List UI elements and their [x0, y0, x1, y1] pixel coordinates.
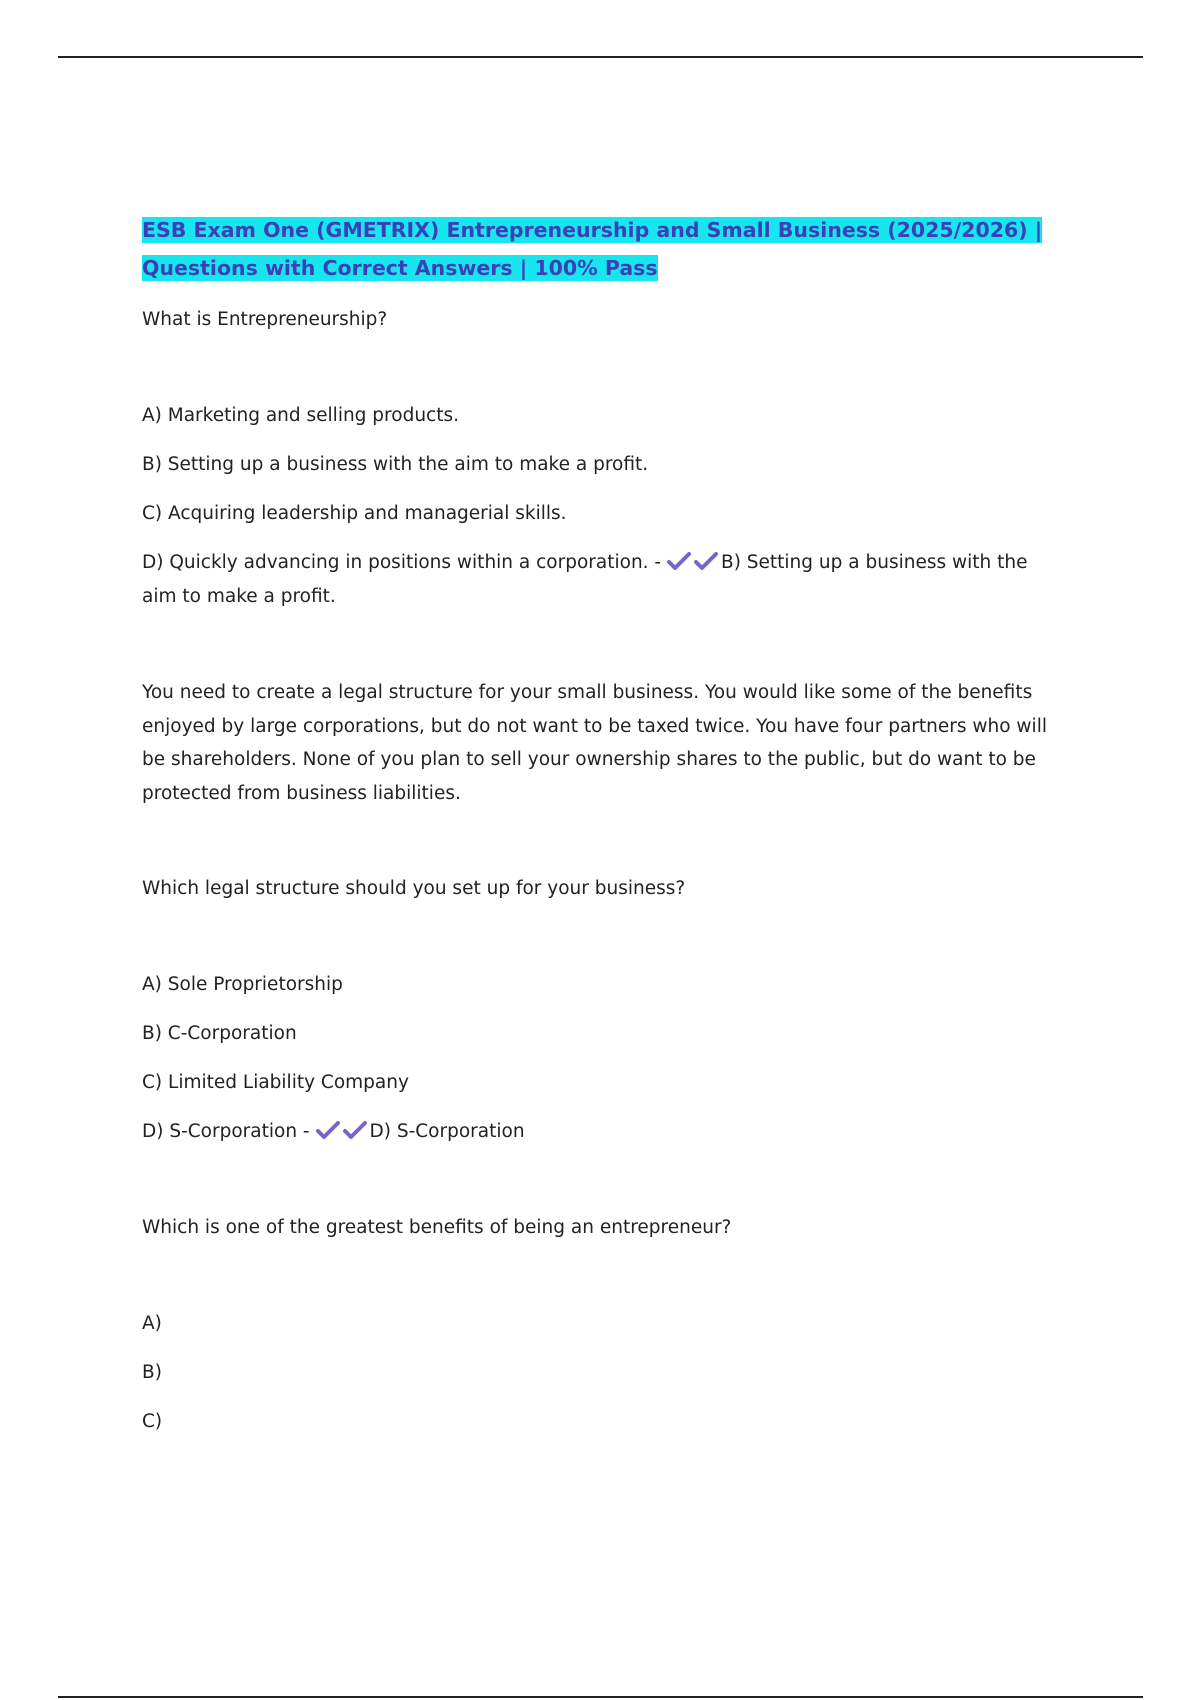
question-2-option-d: D) S-Corporation - — [142, 1121, 310, 1142]
question-1-option-a: A) Marketing and selling products. — [142, 405, 459, 426]
question-1-option-d-with-answer — [142, 546, 1062, 614]
question-2-option-a: A) Sole Proprietorship — [142, 974, 343, 995]
title-line-1: ESB Exam One (GMETRIX) Entrepreneurship and Small Business (2025/2026) | — [142, 218, 1043, 242]
double-check-icon — [667, 551, 694, 571]
question-1-option-c: C) Acquiring leadership and managerial skills. — [142, 503, 567, 524]
question-2-option-c: C) Limited Liability Company — [142, 1072, 409, 1093]
question-3-option-c: C) — [142, 1411, 163, 1432]
question-1-option-d: D) Quickly advancing in positions within a corporation. - — [142, 552, 662, 573]
question-1-text: What is Entrepreneurship? — [142, 309, 388, 330]
question-2-text: Which legal structure should you set up for your business? — [142, 878, 686, 899]
question-2-option-d-with-answer — [142, 1115, 1062, 1149]
question-3-option-b: B) — [142, 1362, 162, 1383]
double-check-icon — [694, 551, 721, 571]
question-2-option-b: B) C-Corporation — [142, 1023, 297, 1044]
double-check-icon — [343, 1120, 370, 1140]
question-1-option-b: B) Setting up a business with the aim to make a profit. — [142, 454, 649, 475]
document-body — [142, 211, 1062, 1454]
double-check-icon — [316, 1120, 343, 1140]
question-2-scenario: You need to create a legal structure for your small business. You would like some of the benefits enjoyed by large corporations, but do not want to be taxed twice. You have four partners who will be shareholders. None of you plan to sell your ownership shares to the public, but do want to be protected from business liabilities. — [142, 682, 1047, 804]
header-rule — [58, 56, 1143, 58]
question-1-answer: B) Setting up a business with the aim to make a profit. — [142, 552, 1028, 607]
question-2-answer: D) S-Corporation — [369, 1121, 525, 1142]
title-line-2: Questions with Correct Answers | 100% Pass — [142, 256, 658, 280]
footer-rule — [58, 1696, 1143, 1698]
question-3-text: Which is one of the greatest benefits of being an entrepreneur? — [142, 1217, 732, 1238]
document-title — [142, 211, 1062, 287]
question-3-option-a: A) — [142, 1313, 162, 1334]
